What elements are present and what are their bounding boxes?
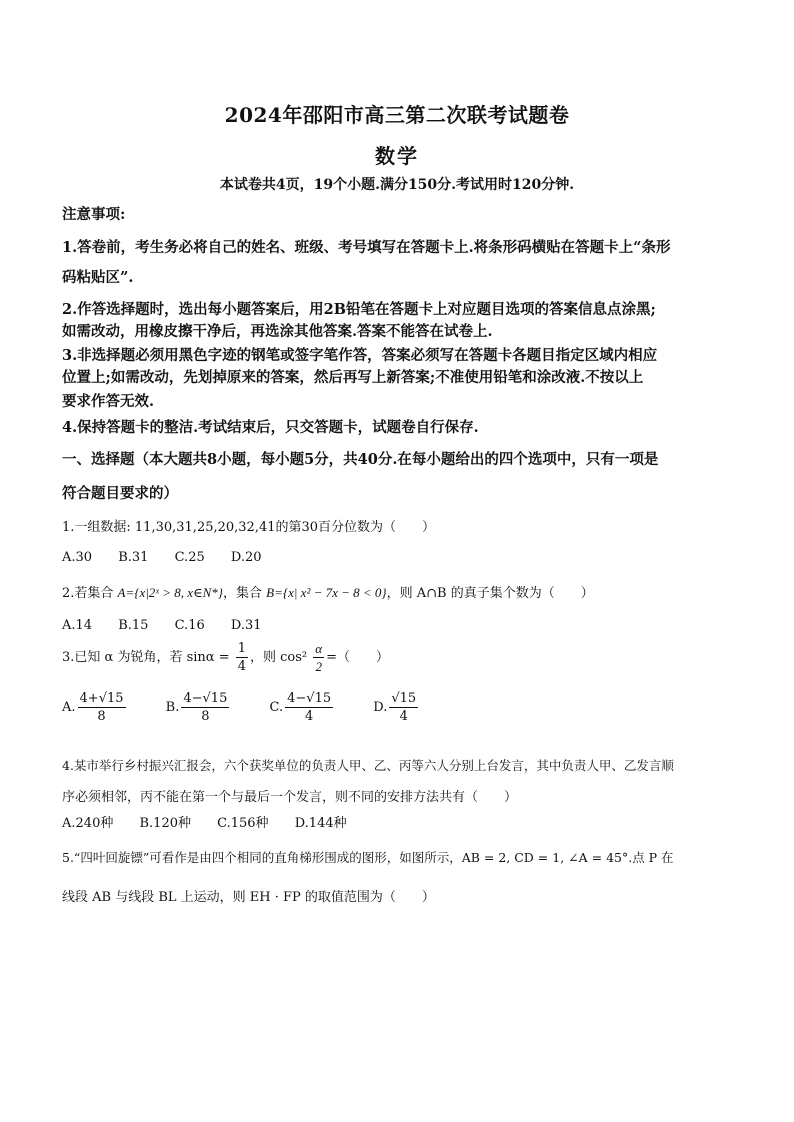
question-4-options xyxy=(62,812,742,831)
option-a: A.240种 xyxy=(62,816,114,831)
option-label: C. xyxy=(269,700,284,715)
option-c xyxy=(270,690,336,725)
set-a-expression: A={x|2ˣ > 8, x∈N*} xyxy=(117,585,224,600)
question-2-text: ，则 A∩B 的真子集个数为（ ） xyxy=(386,586,594,601)
question-3-text: =（ ） xyxy=(326,650,390,665)
question-3-text: 3.已知 α 为锐角，若 sinα = xyxy=(62,650,230,665)
note-line: 如需改动，用橡皮擦干净后，再选涂其他答案.答案不能答在试卷上. xyxy=(62,323,493,340)
question-2-text: 2.若集合 xyxy=(62,586,114,601)
option-d: D.31 xyxy=(230,618,262,633)
option-c: C.156种 xyxy=(217,816,269,831)
fraction-denominator: 4 xyxy=(304,709,314,724)
option-d: D.20 xyxy=(230,550,262,565)
question-2-text: ，集合 xyxy=(223,586,263,601)
option-label: A. xyxy=(62,700,76,715)
fraction xyxy=(313,640,324,675)
option-c: C.16 xyxy=(174,618,205,633)
option-b: B.120种 xyxy=(139,816,191,831)
question-3-options xyxy=(62,690,742,725)
option-label: D. xyxy=(373,700,388,715)
question-3-stem xyxy=(62,640,742,675)
question-2-stem xyxy=(62,582,742,601)
fraction xyxy=(236,640,248,675)
option-d xyxy=(373,690,420,725)
fraction-numerator: 4+√15 xyxy=(79,691,124,706)
subject-title: 数学 xyxy=(375,144,419,168)
question-1-stem: 1.一组数据: 11,30,31,25,20,32,41的第30百分位数为（ ） xyxy=(62,520,436,535)
section-heading-cont: 符合题目要求的） xyxy=(62,485,178,502)
exam-info: 本试卷共4页，19个小题.满分150分.考试用时120分钟. xyxy=(219,177,575,193)
option-b xyxy=(166,690,232,725)
section-heading: 一、选择题（本大题共8小题，每小题5分，共40分.在每小题给出的四个选项中，只有一项是 xyxy=(62,451,659,468)
option-a xyxy=(62,690,128,725)
question-5-stem-cont: 线段 AB 与线段 BL 上运动，则 EH · FP 的取值范围为（ ） xyxy=(62,890,435,905)
note-line: 码粘贴区”. xyxy=(62,269,134,286)
question-5-stem: 5.“四叶回旋镖”可看作是由四个相同的直角梯形围成的图形，如图所示，AB = 2, CD = 1, ∠A = 45°.点 P 在 xyxy=(62,850,674,865)
question-2-options xyxy=(62,618,742,633)
fraction-numerator: 1 xyxy=(237,641,247,656)
question-1-options xyxy=(62,550,742,565)
set-b-expression: B={x| x² − 7x − 8 < 0} xyxy=(266,585,387,600)
fraction-denominator: 8 xyxy=(97,709,106,724)
fraction-denominator: 8 xyxy=(201,709,210,724)
fraction xyxy=(285,690,333,725)
fraction-denominator: 4 xyxy=(237,659,247,674)
fraction-numerator: 4−√15 xyxy=(287,691,332,706)
fraction-numerator: 4−√15 xyxy=(183,691,228,706)
question-3-text: ，则 cos² xyxy=(250,650,308,665)
fraction xyxy=(78,690,126,725)
note-line: 3.非选择题必须用黑色字迹的钢笔或签字笔作答，答案必须写在答题卡各题目指定区域内相应 xyxy=(62,347,658,364)
note-line: 要求作答无效. xyxy=(62,393,155,410)
option-b: B.15 xyxy=(118,618,149,633)
notes-heading: 注意事项: xyxy=(62,206,126,223)
option-label: B. xyxy=(165,700,180,715)
option-b: B.31 xyxy=(118,550,149,565)
option-a: A.30 xyxy=(62,550,93,565)
fraction-numerator: α xyxy=(315,641,323,656)
option-d: D.144种 xyxy=(294,816,347,831)
fraction xyxy=(389,690,418,725)
fraction-numerator: √15 xyxy=(391,691,417,706)
exam-title: 2024年邵阳市高三第二次联考试题卷 xyxy=(224,103,570,127)
note-line: 位置上;如需改动，先划掉原来的答案，然后再写上新答案;不准使用铅笔和涂改液.不按以上 xyxy=(62,369,644,386)
fraction-denominator: 4 xyxy=(399,709,408,724)
question-4-stem: 4.某市举行乡村振兴汇报会，六个获奖单位的负责人甲、乙、丙等六人分别上台发言，其中负责人甲、乙发言顺 xyxy=(62,758,674,773)
fraction-denominator: 2 xyxy=(315,659,322,674)
question-4-stem-cont: 序必须相邻，丙不能在第一个与最后一个发言，则不同的安排方法共有（ ） xyxy=(62,790,518,805)
fraction xyxy=(181,690,229,725)
note-line: 1.答卷前，考生务必将自己的姓名、班级、考号填写在答题卡上.将条形码横贴在答题卡上“条形 xyxy=(62,239,671,256)
option-c: C.25 xyxy=(174,550,205,565)
note-line: 4.保持答题卡的整洁.考试结束后，只交答题卡，试题卷自行保存. xyxy=(62,419,479,436)
option-a: A.14 xyxy=(62,618,93,633)
note-line: 2.作答选择题时，选出每小题答案后，用2B铅笔在答题卡上对应题目选项的答案信息点涂黑; xyxy=(62,301,656,318)
